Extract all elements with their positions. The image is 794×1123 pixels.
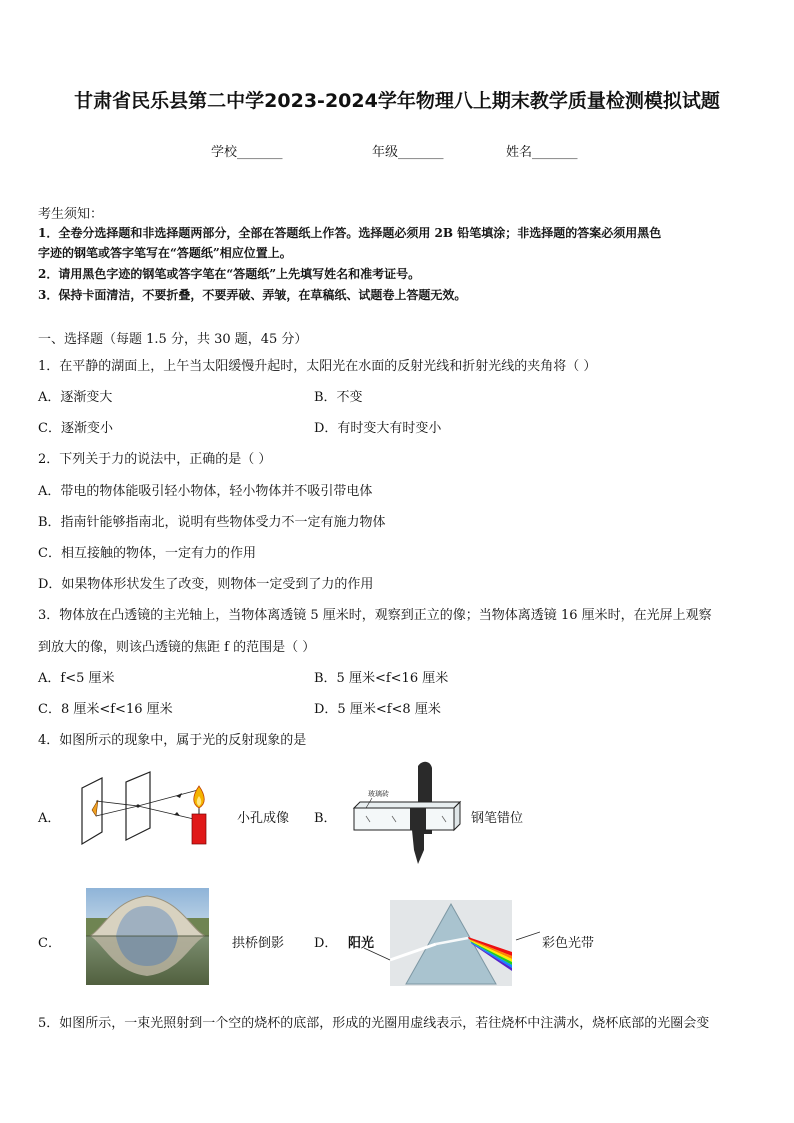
q4-option-b-letter: B． <box>314 811 337 826</box>
q2-option-a: A．带电的物体能吸引轻小物体，轻小物体并不吸引带电体 <box>38 484 373 499</box>
sunlight-label: 阳光 <box>348 936 375 951</box>
q1-option-c: C．逐渐变小 <box>38 421 113 436</box>
notice-line-1b: 字迹的钢笔或答字笔写在“答题纸”相应位置上。 <box>38 246 292 260</box>
q4-option-d-caption: 彩色光带 <box>542 936 595 951</box>
q4-option-a-caption: 小孔成像 <box>237 811 290 826</box>
q2-option-c: C．相互接触的物体，一定有力的作用 <box>38 546 256 561</box>
q3-option-d: D．5 厘米<f<8 厘米 <box>314 702 441 717</box>
q4-stem: 4．如图所示的现象中，属于光的反射现象的是 <box>38 733 307 748</box>
q5-stem: 5．如图所示，一束光照射到一个空的烧杯的底部，形成的光圈用虚线表示，若往烧杯中注满水，烧杯底部的光圈会变 <box>38 1016 710 1031</box>
notice-line-2: 2．请用黑色字迹的钢笔或答字笔在“答题纸”上先填写姓名和准考证号。 <box>38 267 421 281</box>
q1-option-a: A．逐渐变大 <box>38 390 113 405</box>
notice-heading: 考生须知： <box>38 207 104 222</box>
q4-option-b-caption: 钢笔错位 <box>471 811 524 826</box>
q3-stem: 3．物体放在凸透镜的主光轴上，当物体离透镜 5 厘米时，观察到正立的像；当物体离透镜 16 厘米时，在光屏上观察 <box>38 608 712 623</box>
section-heading: 一、选择题（每题 1.5 分，共 30 题，45 分） <box>38 332 308 347</box>
q2-option-b: B．指南针能够指南北，说明有些物体受力不一定有施力物体 <box>38 515 386 530</box>
pen-glass-figure <box>352 760 462 866</box>
q3-stem-cont: 到放大的像，则该凸透镜的焦距 f 的范围是（ ） <box>38 640 316 655</box>
q3-option-b: B．5 厘米<f<16 厘米 <box>314 671 449 686</box>
notice-line-3: 3．保持卡面清洁，不要折叠，不要弄破、弄皱，在草稿纸、试题卷上答题无效。 <box>38 288 467 302</box>
glass-brick-label: 玻璃砖 <box>368 790 389 798</box>
q4-option-a-letter: A． <box>38 811 61 826</box>
q4-option-c-letter: C． <box>38 936 61 951</box>
q1-option-d: D．有时变大有时变小 <box>314 421 442 436</box>
q4-option-d-letter: D． <box>314 936 338 951</box>
q3-option-a: A．f<5 厘米 <box>38 671 115 686</box>
notice-line-1: 1．全卷分选择题和非选择题两部分，全部在答题纸上作答。选择题必须用 2B 铅笔填涂；非选择题的答案必须用黑色 <box>38 226 662 240</box>
grade-field: 年级_______ <box>372 145 444 160</box>
pinhole-imaging-figure <box>76 770 222 850</box>
arch-bridge-photo <box>86 888 209 985</box>
name-field: 姓名_______ <box>506 145 578 160</box>
page-title: 甘肃省民乐县第二中学2023-2024学年物理八上期末教学质量检测模拟试题 <box>74 90 720 112</box>
q1-option-b: B．不变 <box>314 390 363 405</box>
q3-option-c: C．8 厘米<f<16 厘米 <box>38 702 173 717</box>
q2-option-d: D．如果物体形状发生了改变，则物体一定受到了力的作用 <box>38 577 374 592</box>
q1-stem: 1．在平静的湖面上，上午当太阳缓慢升起时，太阳光在水面的反射光线和折射光线的夹角将（ ） <box>38 359 597 374</box>
q4-option-c-caption: 拱桥倒影 <box>232 936 285 951</box>
q2-stem: 2．下列关于力的说法中，正确的是（ ） <box>38 452 272 467</box>
school-field: 学校_______ <box>211 145 283 160</box>
